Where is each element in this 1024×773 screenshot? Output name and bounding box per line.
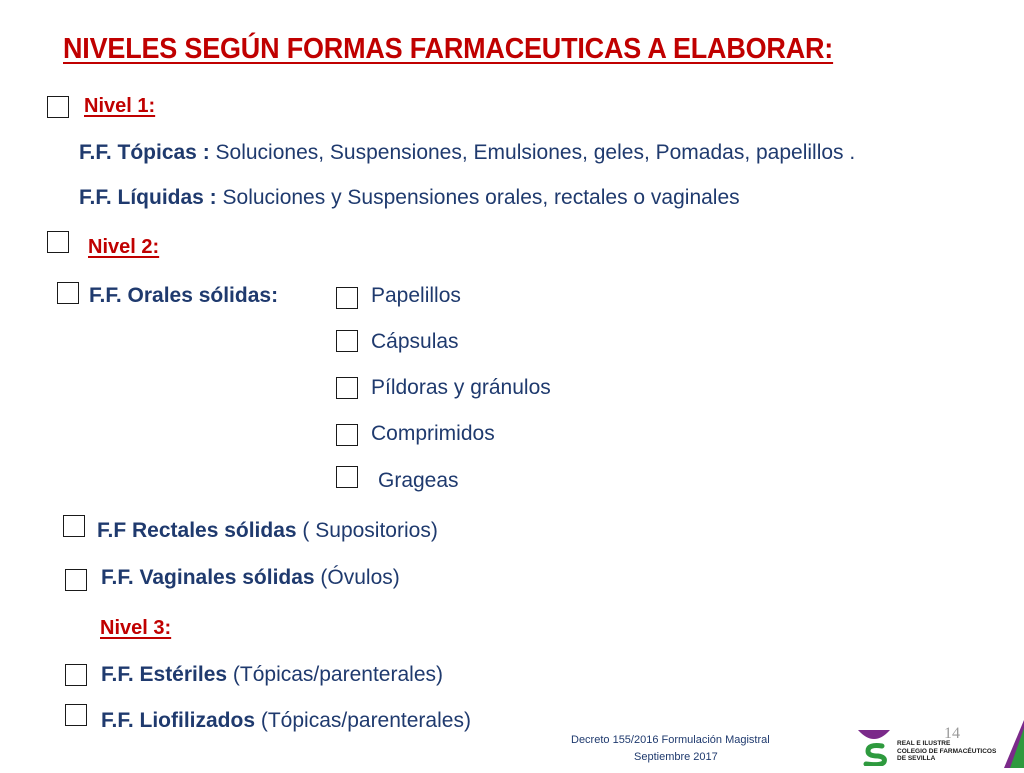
checkbox-pildoras[interactable] xyxy=(336,377,358,399)
item-papelillos: Papelillos xyxy=(371,284,461,307)
liquidas-bold: F.F. Líquidas : xyxy=(79,186,217,209)
rectales-bold: F.F Rectales sólidas xyxy=(97,519,297,542)
vaginales-bold: F.F. Vaginales sólidas xyxy=(101,566,315,589)
checkbox-nivel-2[interactable] xyxy=(47,231,69,253)
topicas-text: Soluciones, Suspensiones, Emulsiones, geles, Pomadas, papelillos . xyxy=(209,141,856,164)
topicas-line xyxy=(79,141,855,165)
checkbox-papelillos[interactable] xyxy=(336,287,358,309)
topicas-bold: F.F. Tópicas : xyxy=(79,141,210,164)
item-pildoras: Píldoras y gránulos xyxy=(371,376,551,399)
liquidas-line xyxy=(79,186,740,210)
logo-line-3: DE SEVILLA xyxy=(897,755,936,762)
page-number: 14 xyxy=(944,725,960,742)
item-comprimidos: Comprimidos xyxy=(371,422,495,445)
esteriles-line xyxy=(101,663,443,687)
checkbox-vaginales[interactable] xyxy=(65,569,87,591)
liofilizados-bold: F.F. Liofilizados xyxy=(101,709,256,732)
checkbox-liofilizados[interactable] xyxy=(65,704,87,726)
vaginales-line xyxy=(101,566,400,590)
logo-line-2: COLEGIO DE FARMACÉUTICOS xyxy=(897,747,997,755)
esteriles-text: (Tópicas/parenterales) xyxy=(227,663,443,686)
colegio-logo-icon xyxy=(854,726,894,766)
checkbox-rectales[interactable] xyxy=(63,515,85,537)
liofilizados-line xyxy=(101,709,471,733)
footer-fecha: Septiembre 2017 xyxy=(634,751,718,763)
checkbox-orales-solidas[interactable] xyxy=(57,282,79,304)
vaginales-text: (Óvulos) xyxy=(314,566,400,589)
corner-decoration-icon xyxy=(1004,720,1024,768)
orales-solidas-label xyxy=(89,284,278,308)
liofilizados-text: (Tópicas/parenterales) xyxy=(255,709,471,732)
page-title: NIVELES SEGÚN FORMAS FARMACEUTICAS A ELABORAR: xyxy=(63,33,834,65)
checkbox-capsulas[interactable] xyxy=(336,330,358,352)
logo-line-1: REAL E ILUSTRE xyxy=(897,740,951,747)
checkbox-nivel-1[interactable] xyxy=(47,96,69,118)
nivel-2-label: Nivel 2: xyxy=(88,236,160,258)
footer-decreto: Decreto 155/2016 Formulación Magistral xyxy=(571,734,770,746)
nivel-3-label: Nivel 3: xyxy=(100,617,172,639)
rectales-text: ( Supositorios) xyxy=(296,519,438,542)
item-capsulas: Cápsulas xyxy=(371,330,459,353)
liquidas-text: Soluciones y Suspensiones orales, rectales o vaginales xyxy=(216,186,740,209)
esteriles-bold: F.F. Estériles xyxy=(101,663,228,686)
nivel-1-label: Nivel 1: xyxy=(84,95,156,117)
orales-solidas-bold: F.F. Orales sólidas: xyxy=(89,284,279,307)
checkbox-comprimidos[interactable] xyxy=(336,424,358,446)
checkbox-grageas[interactable] xyxy=(336,466,358,488)
rectales-line xyxy=(97,519,438,543)
item-grageas: Grageas xyxy=(378,469,459,492)
checkbox-esteriles[interactable] xyxy=(65,664,87,686)
logo-text xyxy=(897,740,996,763)
